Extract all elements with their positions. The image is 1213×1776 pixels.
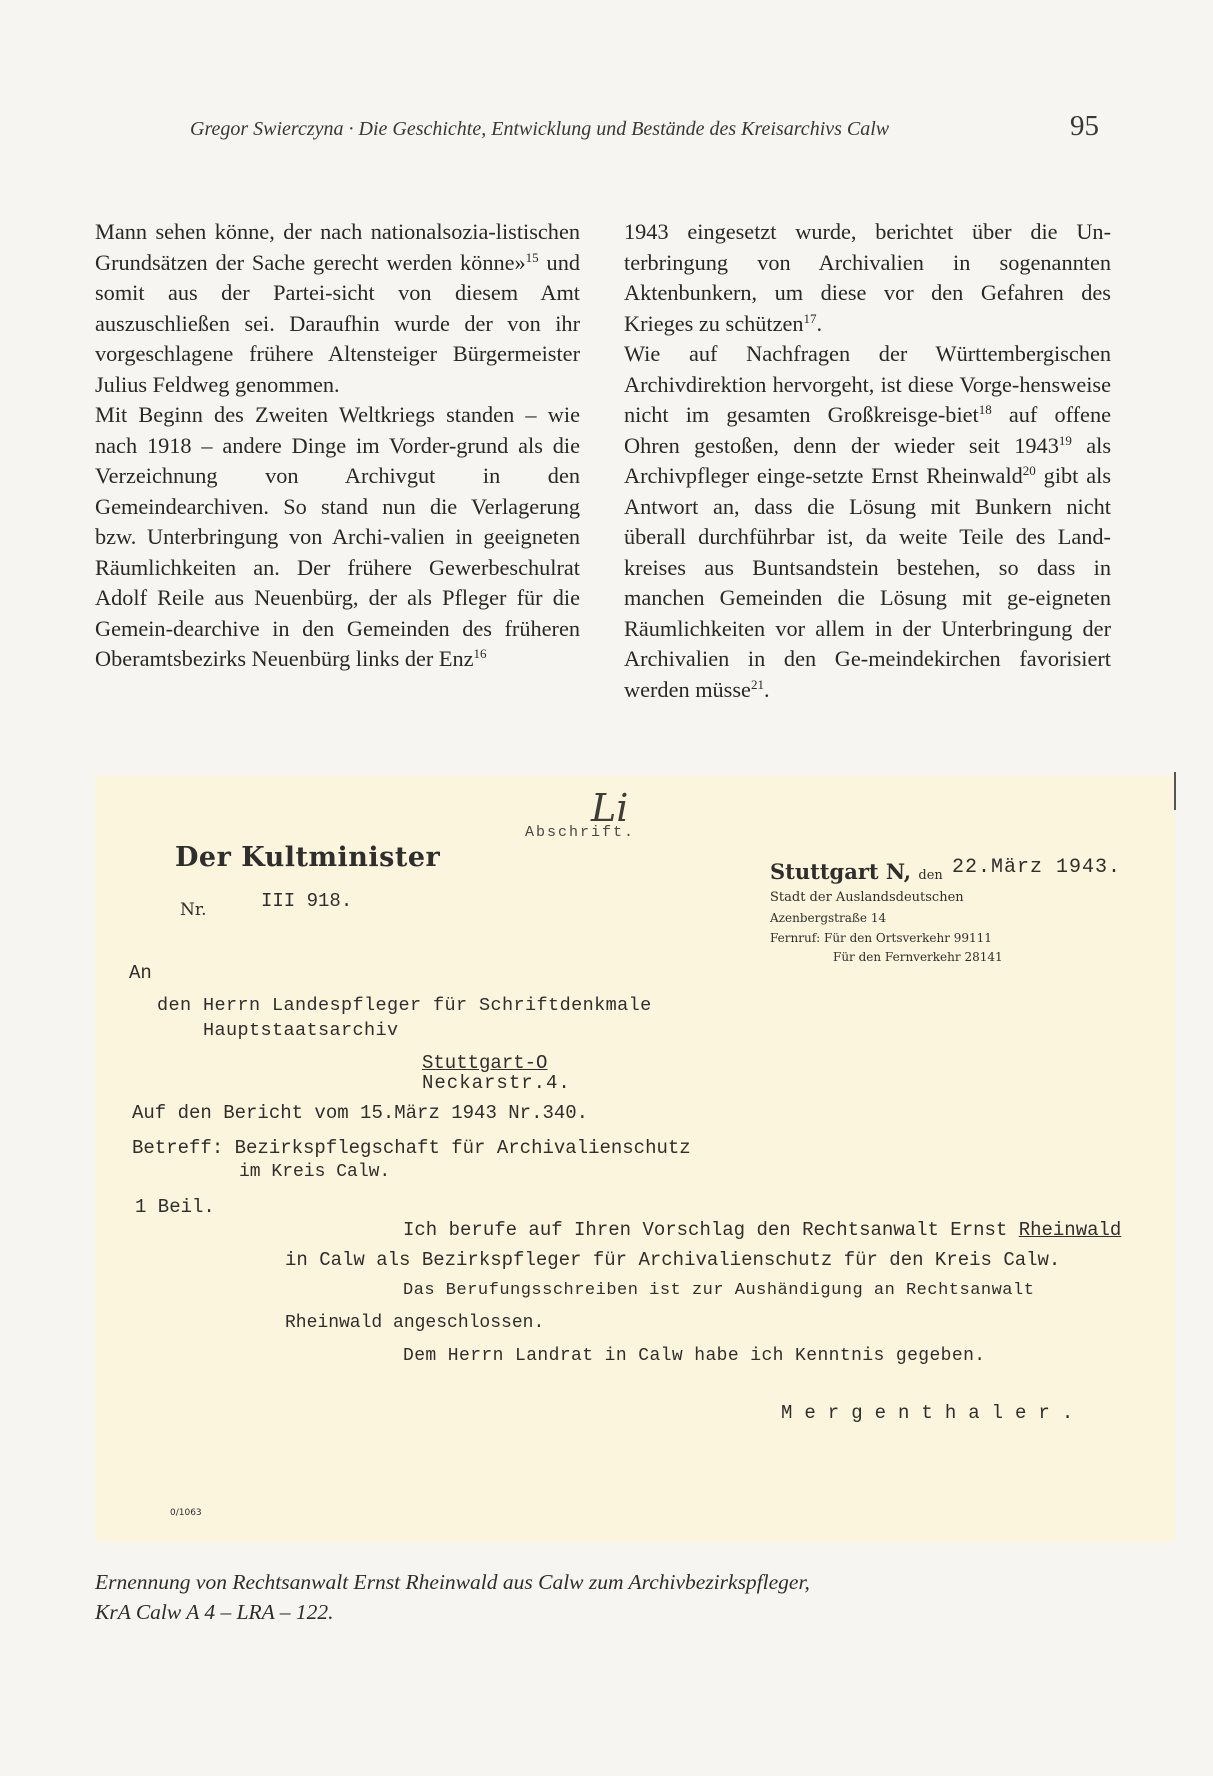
footnote-ref: 17 [803,310,817,326]
letterhead-phone-local: Fernruf: Für den Ortsverkehr 99111 [770,931,992,945]
scanned-letter [95,776,1175,1542]
footnote-ref: 21 [750,676,764,692]
letter-subject: Betreff: Bezirkspflegschaft für Archivalienschutz [132,1137,691,1159]
paragraph: Mann sehen könne, der nach nationalsozia-listischen Grundsätzen der Sache gerecht werden könne»$^{15}$ und somit aus der Partei-sicht von diesem Amt auszuschließen sei. Daraufhin wurde der von ihr vorgeschlagene frühere Altensteiger Bürgermeister Julius Feldweg genommen. [95,219,580,397]
form-code: 0/1063 [170,1508,202,1518]
letter-enclosure: 1 Beil. [135,1196,215,1218]
margin-mark [1174,772,1176,810]
reference-number: III 918. [261,890,353,912]
letter-signature: Mergenthaler. [781,1402,1086,1424]
recipient-street: Neckarstr.4. [422,1072,571,1094]
running-head: Gregor Swierczyna · Die Geschichte, Entwicklung und Bestände des Kreisarchivs Calw [190,118,890,140]
letter-subject-cont: im Kreis Calw. [239,1162,391,1182]
letter-date: 22.März 1943. [952,856,1122,879]
letter-body-line: in Calw als Bezirkspfleger für Archivalienschutz für den Kreis Calw. [285,1249,1061,1271]
footnote-ref: 19 [1058,432,1072,448]
letterhead-building: Stadt der Auslandsdeutschen [770,890,964,905]
letterhead-city: Stuttgart N, den [770,859,943,884]
reference-label: Nr. [180,900,207,920]
copy-mark: Abschrift. [525,824,636,841]
footnote-ref: 20 [1022,463,1036,478]
footnote-ref: 15 [525,249,539,265]
recipient-city: Stuttgart-O [422,1052,548,1074]
footnote-ref: 16 [473,646,487,661]
footnote-ref: 18 [978,402,992,417]
letter-body-line: Dem Herrn Landrat in Calw habe ich Kenntnis gegeben. [403,1346,986,1366]
letter-body-line: Das Berufungsschreiben ist zur Aushändigung an Rechtsanwalt [403,1281,1035,1300]
figure-caption: Ernennung von Rechtsanwalt Ernst Rheinwald aus Calw zum Archivbezirkspfleger, KrA Calw A 4 – LRA – 122. [95,1570,810,1624]
paragraph: 1943 eingesetzt wurde, berichtet über die Un-terbringung von Archivalien in sogenannten Aktenbunkern, um diese vor den Gefahren des Krieges zu schützen$^{17}$. [624,219,1111,336]
left-column [95,217,580,675]
letterhead-street: Azenbergstraße 14 [770,911,887,925]
handwritten-mark: Li [591,786,629,830]
recipient-prefix: An [129,962,152,984]
recipient-line: Hauptstaatsarchiv [203,1020,399,1041]
right-column [624,217,1111,705]
page-number: 95 [1070,110,1099,142]
letter-body-line: Rheinwald angeschlossen. [285,1313,545,1333]
paragraph: Mit Beginn des Zweiten Weltkriegs standen – wie nach 1918 – andere Dinge im Vorder-grund als die Verzeichnung von Archivgut in den Gemeindearchiven. So stand nun die Verlagerung bzw. Unterbringung von Archi-valien in geeigneten Räumlichkeiten an. Der frühere Gewerbeschulrat Adolf Reile aus Neuenbürg, der als Pfleger für die Gemein-dearchive in den Gemeinden des früheren Oberamtsbezirks Neuenbürg links der Enz$^{16}$ [95,402,580,671]
letterhead-ministry: Der Kultminister [175,842,441,873]
letter-body-line: Ich berufe auf Ihren Vorschlag den Rechtsanwalt Ernst Rheinwald [403,1219,1122,1241]
letter-reference: Auf den Bericht vom 15.März 1943 Nr.340. [132,1102,589,1124]
recipient-line: den Herrn Landespfleger für Schriftdenkmale [157,995,652,1016]
letterhead-phone-long: Für den Fernverkehr 28141 [833,950,1003,964]
paragraph: Wie auf Nachfragen der Württembergischen Archivdirektion hervorgeht, ist diese Vorge-hensweise nicht im gesamten Großkreisge-biet$^{18}$ auf offene Ohren gestoßen, denn der wieder seit 1943$^{19}$ als Archivpfleger einge-setzte Ernst Rheinwald$^{20}$ gibt als Antwort an, dass die Lösung mit Bunkern nicht überall durchführbar ist, da weite Teile des Land-kreises aus Buntsandstein bestehen, so dass in manchen Gemeinden die Lösung mit ge-eigneten Räumlichkeiten vor allem in der Unterbringung der Archivalien in den Ge-meindekirchen favorisiert werden müsse$^{21}$. [624,341,1112,702]
